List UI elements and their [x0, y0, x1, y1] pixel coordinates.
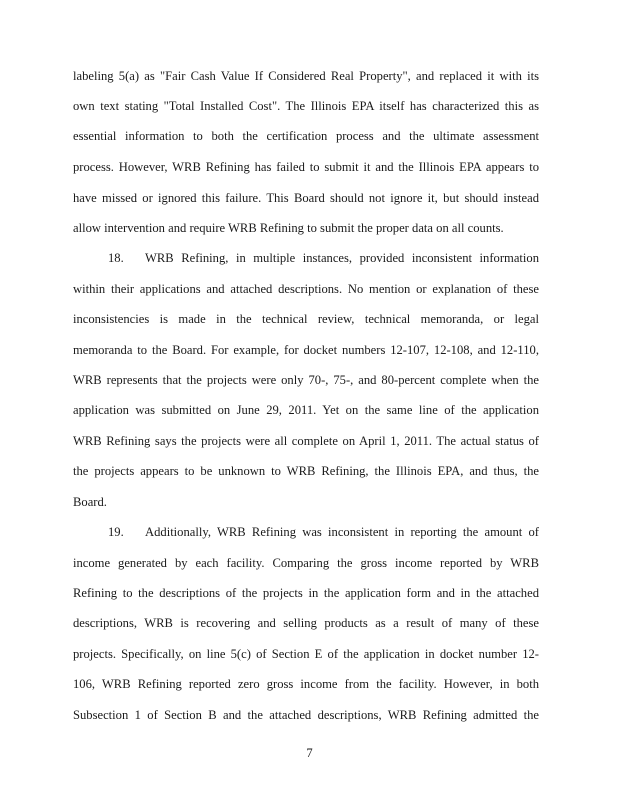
page-number: 7	[306, 746, 313, 760]
text-line: descriptions, WRB is recovering and selling products as a result of many of these	[73, 616, 539, 630]
text-line: projects. Specifically, on line 5(c) of Section E of the application in docket number 12-	[73, 647, 539, 661]
text-line: application was submitted on June 29, 2011. Yet on the same line of the application	[73, 403, 539, 417]
text-line: income generated by each facility. Comparing the gross income reported by WRB	[73, 556, 539, 570]
paragraph-text: WRB Refining, in multiple instances, provided inconsistent information	[145, 251, 539, 265]
text-line: labeling 5(a) as "Fair Cash Value If Considered Real Property", and replaced it with its	[73, 69, 539, 83]
text-line: allow intervention and require WRB Refining to submit the proper data on all counts.	[73, 221, 504, 235]
text-line: Subsection 1 of Section B and the attached descriptions, WRB Refining admitted the	[73, 708, 539, 722]
text-line: the projects appears to be unknown to WRB Refining, the Illinois EPA, and thus, the	[73, 464, 539, 478]
text-line: have missed or ignored this failure. This Board should not ignore it, but should instead	[73, 191, 539, 205]
text-line: Refining to the descriptions of the projects in the application form and in the attached	[73, 586, 539, 600]
paragraph-19-first-line	[108, 522, 539, 542]
text-line: own text stating "Total Installed Cost". The Illinois EPA itself has characterized this as	[73, 99, 539, 113]
paragraph-18-first-line	[108, 248, 539, 268]
text-line: process. However, WRB Refining has failed to submit it and the Illinois EPA appears to	[73, 160, 539, 174]
text-line: Board.	[73, 495, 107, 509]
text-line: within their applications and attached descriptions. No mention or explanation of these	[73, 282, 539, 296]
text-line: essential information to both the certification process and the ultimate assessment	[73, 129, 539, 143]
paragraph-text: Additionally, WRB Refining was inconsistent in reporting the amount of	[145, 525, 539, 539]
text-line: WRB represents that the projects were only 70-, 75-, and 80-percent complete when the	[73, 373, 539, 387]
paragraph-number: 18.	[108, 251, 124, 265]
text-line: memoranda to the Board. For example, for docket numbers 12-107, 12-108, and 12-110,	[73, 343, 539, 357]
paragraph-number: 19.	[108, 525, 124, 539]
text-line: inconsistencies is made in the technical review, technical memoranda, or legal	[73, 312, 539, 326]
text-line: WRB Refining says the projects were all complete on April 1, 2011. The actual status of	[73, 434, 539, 448]
text-line: 106, WRB Refining reported zero gross income from the facility. However, in both	[73, 677, 539, 691]
